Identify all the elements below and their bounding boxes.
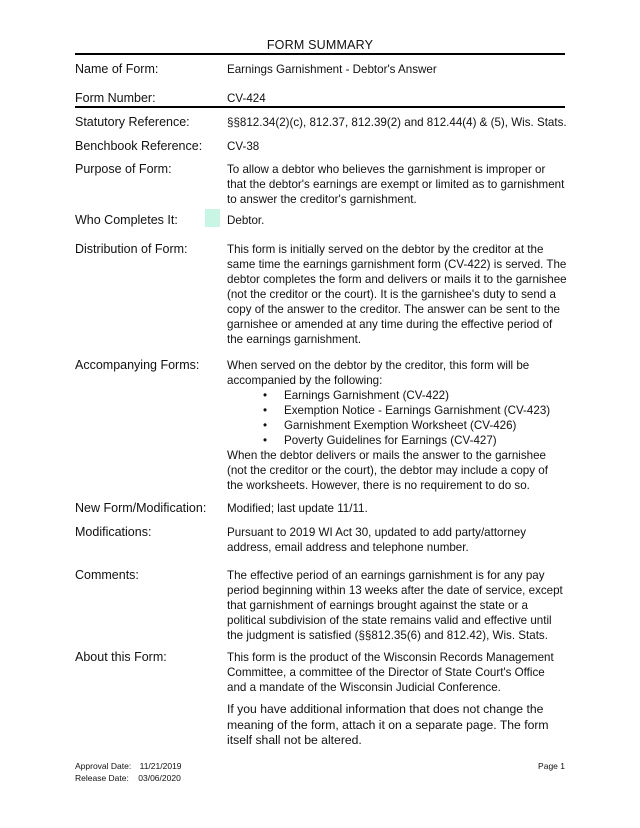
accompanying-label: Accompanying Forms:: [75, 358, 200, 372]
list-item: • Poverty Guidelines for Earnings (CV-427): [227, 433, 567, 448]
title-rule: [75, 53, 565, 55]
about-label: About this Form:: [75, 650, 167, 664]
list-item: • Earnings Garnishment (CV-422): [227, 388, 567, 403]
name-label: Name of Form:: [75, 62, 159, 76]
header-rule: [75, 106, 565, 108]
who-value: Debtor.: [227, 214, 265, 227]
form-number-value: CV-424: [227, 92, 266, 105]
approval-label: Approval Date:: [75, 761, 132, 771]
modifications-value: Pursuant to 2019 WI Act 30, updated to add party/attorney address, email address and telephone number.: [227, 526, 527, 554]
about-value: This form is the product of the Wisconsin Records Management Committee, a committee of the Director of State Court's Office and a mandate of the Wisconsin Judicial Conference.: [227, 651, 554, 694]
benchbook-label: Benchbook Reference:: [75, 139, 203, 153]
approval-date: [75, 760, 182, 772]
page-number: Page 1: [538, 761, 565, 771]
release-value: 03/06/2020: [138, 773, 181, 783]
list-item: • Garnishment Exemption Worksheet (CV-426): [227, 418, 567, 433]
page-title: FORM SUMMARY: [266, 38, 374, 52]
instruction-note: If you have additional information that does not change the meaning of the form, attach it on a separate page. The form itself shall not be altered.: [227, 702, 549, 747]
distribution-label: Distribution of Form:: [75, 242, 188, 256]
newform-label: New Form/Modification:: [75, 501, 207, 515]
accompanying-outro: When the debtor delivers or mails the answer to the garnishee (not the creditor or the court), the debtor may include a copy of the worksheets. However, there is no requirement to do so.: [227, 449, 548, 492]
comments-label: Comments:: [75, 568, 139, 582]
accompanying-value: [227, 358, 567, 493]
release-label: Release Date:: [75, 773, 129, 783]
accompanying-intro: When served on the debtor by the creditor, this form will be accompanied by the following:: [227, 359, 530, 387]
accompanying-list: [227, 388, 567, 448]
benchbook-value: CV-38: [227, 140, 260, 153]
form-number-label: Form Number:: [75, 91, 156, 105]
approval-value: 11/21/2019: [139, 761, 182, 771]
statutory-value: §§812.34(2)(c), 812.37, 812.39(2) and 812.44(4) & (5), Wis. Stats.: [227, 116, 567, 129]
purpose-label: Purpose of Form:: [75, 162, 172, 176]
release-date: [75, 772, 181, 784]
distribution-value: This form is initially served on the debtor by the creditor at the same time the earnings garnishment form (CV-422) is served. The debtor completes the form and delivers or mails it to the garnishee (not the creditor or the court). It is the garnishee's duty to send a copy of the answer to the creditor. The answer can be sent to the garnishee or amended at any time during the effective period of the earnings garnishment.: [227, 243, 567, 346]
newform-value: Modified; last update 11/11.: [227, 502, 368, 515]
modifications-label: Modifications:: [75, 525, 152, 539]
statutory-label: Statutory Reference:: [75, 115, 190, 129]
list-item: • Exemption Notice - Earnings Garnishment (CV-423): [227, 403, 567, 418]
comments-value: The effective period of an earnings garnishment is for any pay period beginning within 13 weeks after the date of service, except that garnishment of earnings brought against the state or a political subdivision of the state remains valid and effective until the judgment is satisfied (§§812.35(6) and 812.42), Wis. Stats.: [227, 569, 563, 642]
who-label: Who Completes It:: [75, 213, 178, 227]
name-value: Earnings Garnishment - Debtor's Answer: [227, 63, 437, 76]
purpose-value: To allow a debtor who believes the garnishment is improper or that the debtor's earnings are exempt or limited as to garnishment to answer the creditor's garnishment.: [227, 163, 565, 206]
